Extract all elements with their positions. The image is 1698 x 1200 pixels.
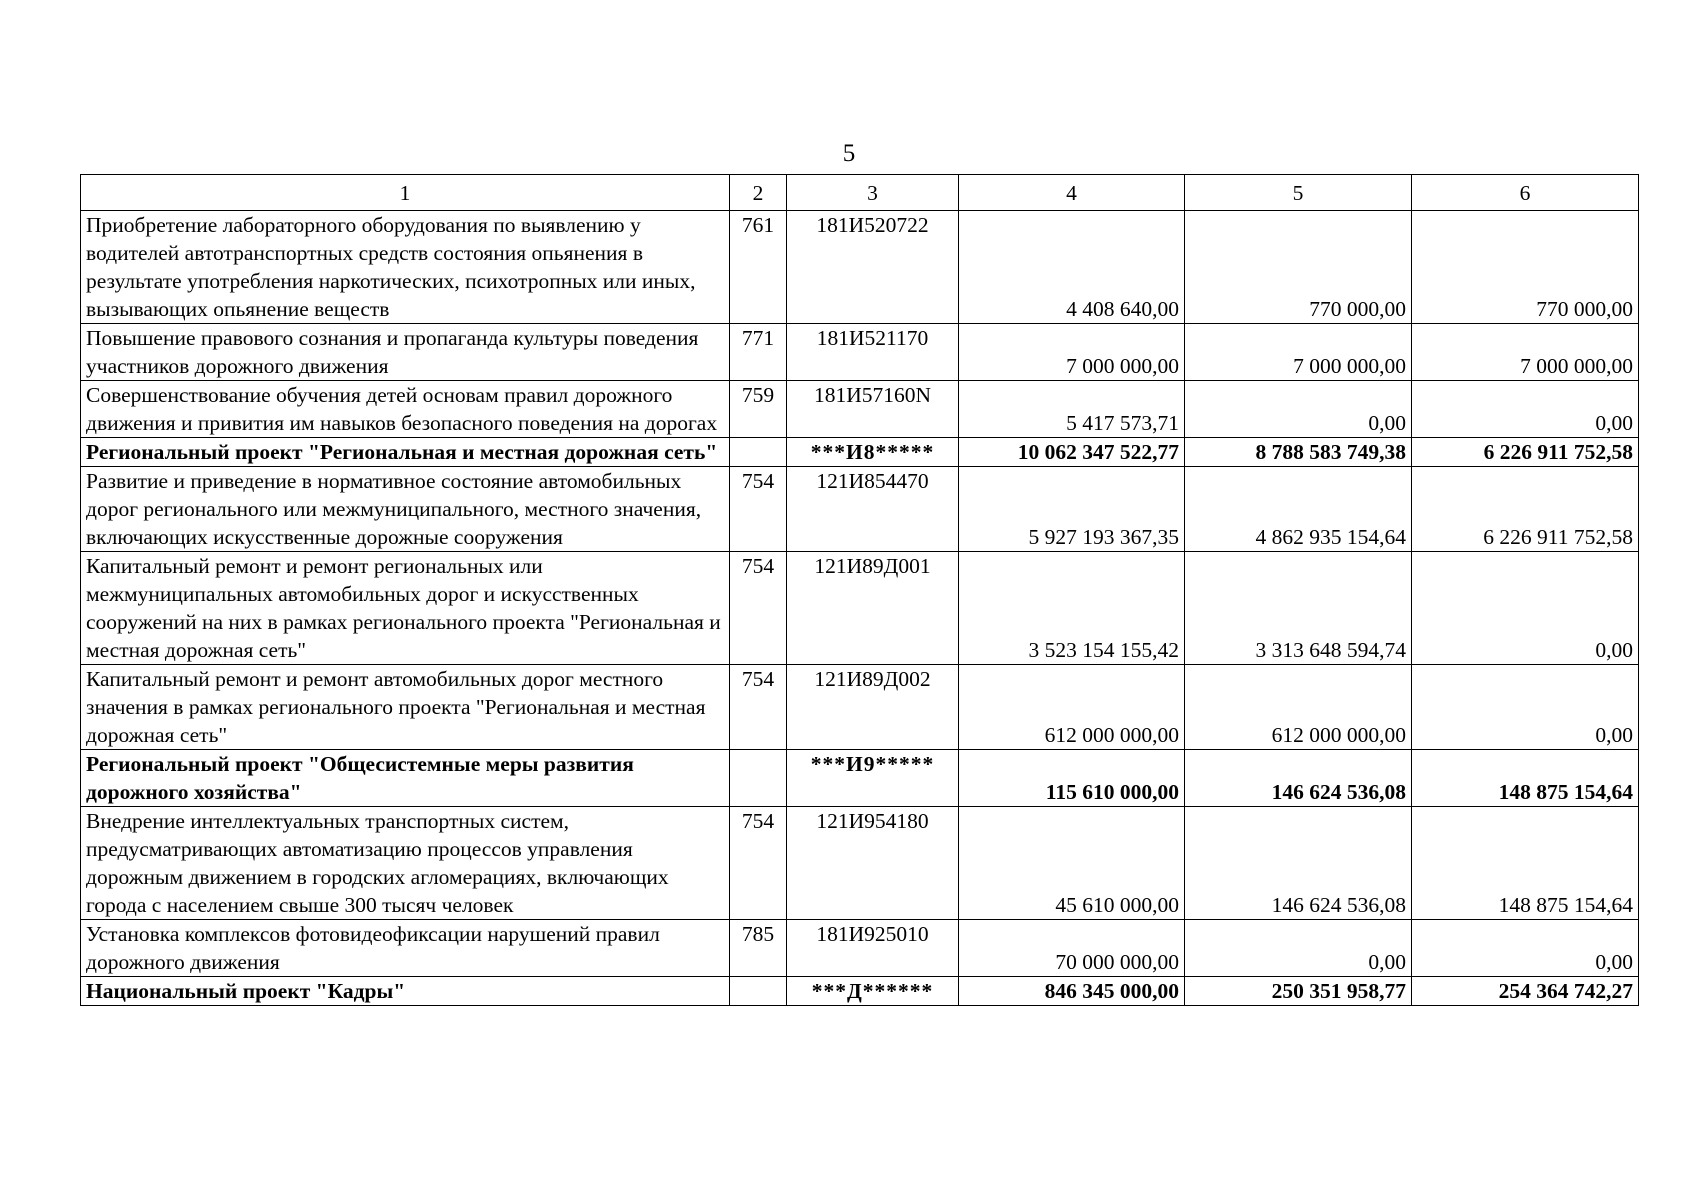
row-code-cell: 754 xyxy=(730,467,787,552)
table-row xyxy=(81,324,1639,381)
row-name-cell: Региональный проект "Региональная и местная дорожная сеть" xyxy=(81,438,730,467)
row-amount-col6-cell: 254 364 742,27 xyxy=(1412,977,1639,1006)
row-name-cell: Установка комплексов фотовидеофиксации нарушений правил дорожного движения xyxy=(81,920,730,977)
row-amount-col6-cell: 7 000 000,00 xyxy=(1412,324,1639,381)
row-amount-col6-cell: 0,00 xyxy=(1412,920,1639,977)
row-code-cell: 785 xyxy=(730,920,787,977)
row-name-cell: Развитие и приведение в нормативное состояние автомобильных дорог регионального или межмуниципального, местного значения, включающих искусственные дорожные сооружения xyxy=(81,467,730,552)
page-number: 5 xyxy=(842,140,856,167)
row-target-article-cell: 121И89Д001 xyxy=(787,552,959,665)
table-row xyxy=(81,920,1639,977)
row-name-cell: Приобретение лабораторного оборудования по выявлению у водителей автотранспортных средств состояния опьянения в результате употребления наркотических, психотропных или иных, вызывающих опьянение веществ xyxy=(81,211,730,324)
row-amount-col4-cell: 45 610 000,00 xyxy=(959,807,1185,920)
row-amount-col4-cell: 3 523 154 155,42 xyxy=(959,552,1185,665)
table-section-row xyxy=(81,977,1639,1006)
row-target-article-cell: ***И8***** xyxy=(787,438,959,467)
row-target-article-cell: 181И521170 xyxy=(787,324,959,381)
row-amount-col6-cell: 148 875 154,64 xyxy=(1412,807,1639,920)
row-code-cell: 771 xyxy=(730,324,787,381)
row-amount-col4-cell: 612 000 000,00 xyxy=(959,665,1185,750)
header-col-5: 5 xyxy=(1185,175,1412,211)
row-name-cell: Повышение правового сознания и пропаганда культуры поведения участников дорожного движения xyxy=(81,324,730,381)
row-amount-col4-cell: 4 408 640,00 xyxy=(959,211,1185,324)
table-row xyxy=(81,552,1639,665)
row-target-article-cell: 181И925010 xyxy=(787,920,959,977)
row-amount-col5-cell: 612 000 000,00 xyxy=(1185,665,1412,750)
row-amount-col4-cell: 5 417 573,71 xyxy=(959,381,1185,438)
row-name-cell: Внедрение интеллектуальных транспортных систем, предусматривающих автоматизацию процессов управления дорожным движением в городских агломерациях, включающих города с населением свыше 300 тысяч человек xyxy=(81,807,730,920)
row-name-cell: Совершенствование обучения детей основам правил дорожного движения и привития им навыков безопасного поведения на дорогах xyxy=(81,381,730,438)
row-amount-col5-cell: 4 862 935 154,64 xyxy=(1185,467,1412,552)
row-amount-col5-cell: 3 313 648 594,74 xyxy=(1185,552,1412,665)
row-amount-col6-cell: 6 226 911 752,58 xyxy=(1412,467,1639,552)
row-amount-col6-cell: 0,00 xyxy=(1412,381,1639,438)
row-name-cell: Региональный проект "Общесистемные меры развития дорожного хозяйства" xyxy=(81,750,730,807)
row-code-cell xyxy=(730,438,787,467)
row-amount-col4-cell: 846 345 000,00 xyxy=(959,977,1185,1006)
row-amount-col4-cell: 7 000 000,00 xyxy=(959,324,1185,381)
row-target-article-cell: ***И9***** xyxy=(787,750,959,807)
table-section-row xyxy=(81,438,1639,467)
row-amount-col4-cell: 115 610 000,00 xyxy=(959,750,1185,807)
table-row xyxy=(81,807,1639,920)
row-name-cell: Капитальный ремонт и ремонт автомобильных дорог местного значения в рамках регионального проекта "Региональная и местная дорожная сеть" xyxy=(81,665,730,750)
row-amount-col5-cell: 7 000 000,00 xyxy=(1185,324,1412,381)
table-header-row xyxy=(81,175,1639,211)
table-row xyxy=(81,665,1639,750)
header-col-1: 1 xyxy=(81,175,730,211)
row-code-cell: 759 xyxy=(730,381,787,438)
row-amount-col5-cell: 0,00 xyxy=(1185,381,1412,438)
row-amount-col5-cell: 8 788 583 749,38 xyxy=(1185,438,1412,467)
row-amount-col5-cell: 146 624 536,08 xyxy=(1185,750,1412,807)
row-amount-col6-cell: 770 000,00 xyxy=(1412,211,1639,324)
row-amount-col4-cell: 5 927 193 367,35 xyxy=(959,467,1185,552)
row-amount-col6-cell: 0,00 xyxy=(1412,552,1639,665)
row-target-article-cell: 181И57160N xyxy=(787,381,959,438)
budget-table xyxy=(80,174,1639,1006)
header-col-6: 6 xyxy=(1412,175,1639,211)
row-amount-col6-cell: 0,00 xyxy=(1412,665,1639,750)
row-code-cell xyxy=(730,977,787,1006)
row-amount-col5-cell: 770 000,00 xyxy=(1185,211,1412,324)
row-amount-col5-cell: 250 351 958,77 xyxy=(1185,977,1412,1006)
row-target-article-cell: 181И520722 xyxy=(787,211,959,324)
row-code-cell: 754 xyxy=(730,552,787,665)
row-target-article-cell: 121И89Д002 xyxy=(787,665,959,750)
row-amount-col6-cell: 6 226 911 752,58 xyxy=(1412,438,1639,467)
row-amount-col4-cell: 10 062 347 522,77 xyxy=(959,438,1185,467)
header-col-2: 2 xyxy=(730,175,787,211)
row-code-cell: 761 xyxy=(730,211,787,324)
row-target-article-cell: 121И854470 xyxy=(787,467,959,552)
row-amount-col5-cell: 146 624 536,08 xyxy=(1185,807,1412,920)
row-code-cell: 754 xyxy=(730,665,787,750)
table-row xyxy=(81,467,1639,552)
row-code-cell: 754 xyxy=(730,807,787,920)
row-amount-col5-cell: 0,00 xyxy=(1185,920,1412,977)
row-target-article-cell: 121И954180 xyxy=(787,807,959,920)
header-col-4: 4 xyxy=(959,175,1185,211)
table-row xyxy=(81,211,1639,324)
row-amount-col6-cell: 148 875 154,64 xyxy=(1412,750,1639,807)
row-name-cell: Национальный проект "Кадры" xyxy=(81,977,730,1006)
header-col-3: 3 xyxy=(787,175,959,211)
table-row xyxy=(81,381,1639,438)
table-section-row xyxy=(81,750,1639,807)
row-code-cell xyxy=(730,750,787,807)
row-target-article-cell: ***Д****** xyxy=(787,977,959,1006)
row-name-cell: Капитальный ремонт и ремонт региональных или межмуниципальных автомобильных дорог и искусственных сооружений на них в рамках регионального проекта "Региональная и местная дорожная сеть" xyxy=(81,552,730,665)
row-amount-col4-cell: 70 000 000,00 xyxy=(959,920,1185,977)
